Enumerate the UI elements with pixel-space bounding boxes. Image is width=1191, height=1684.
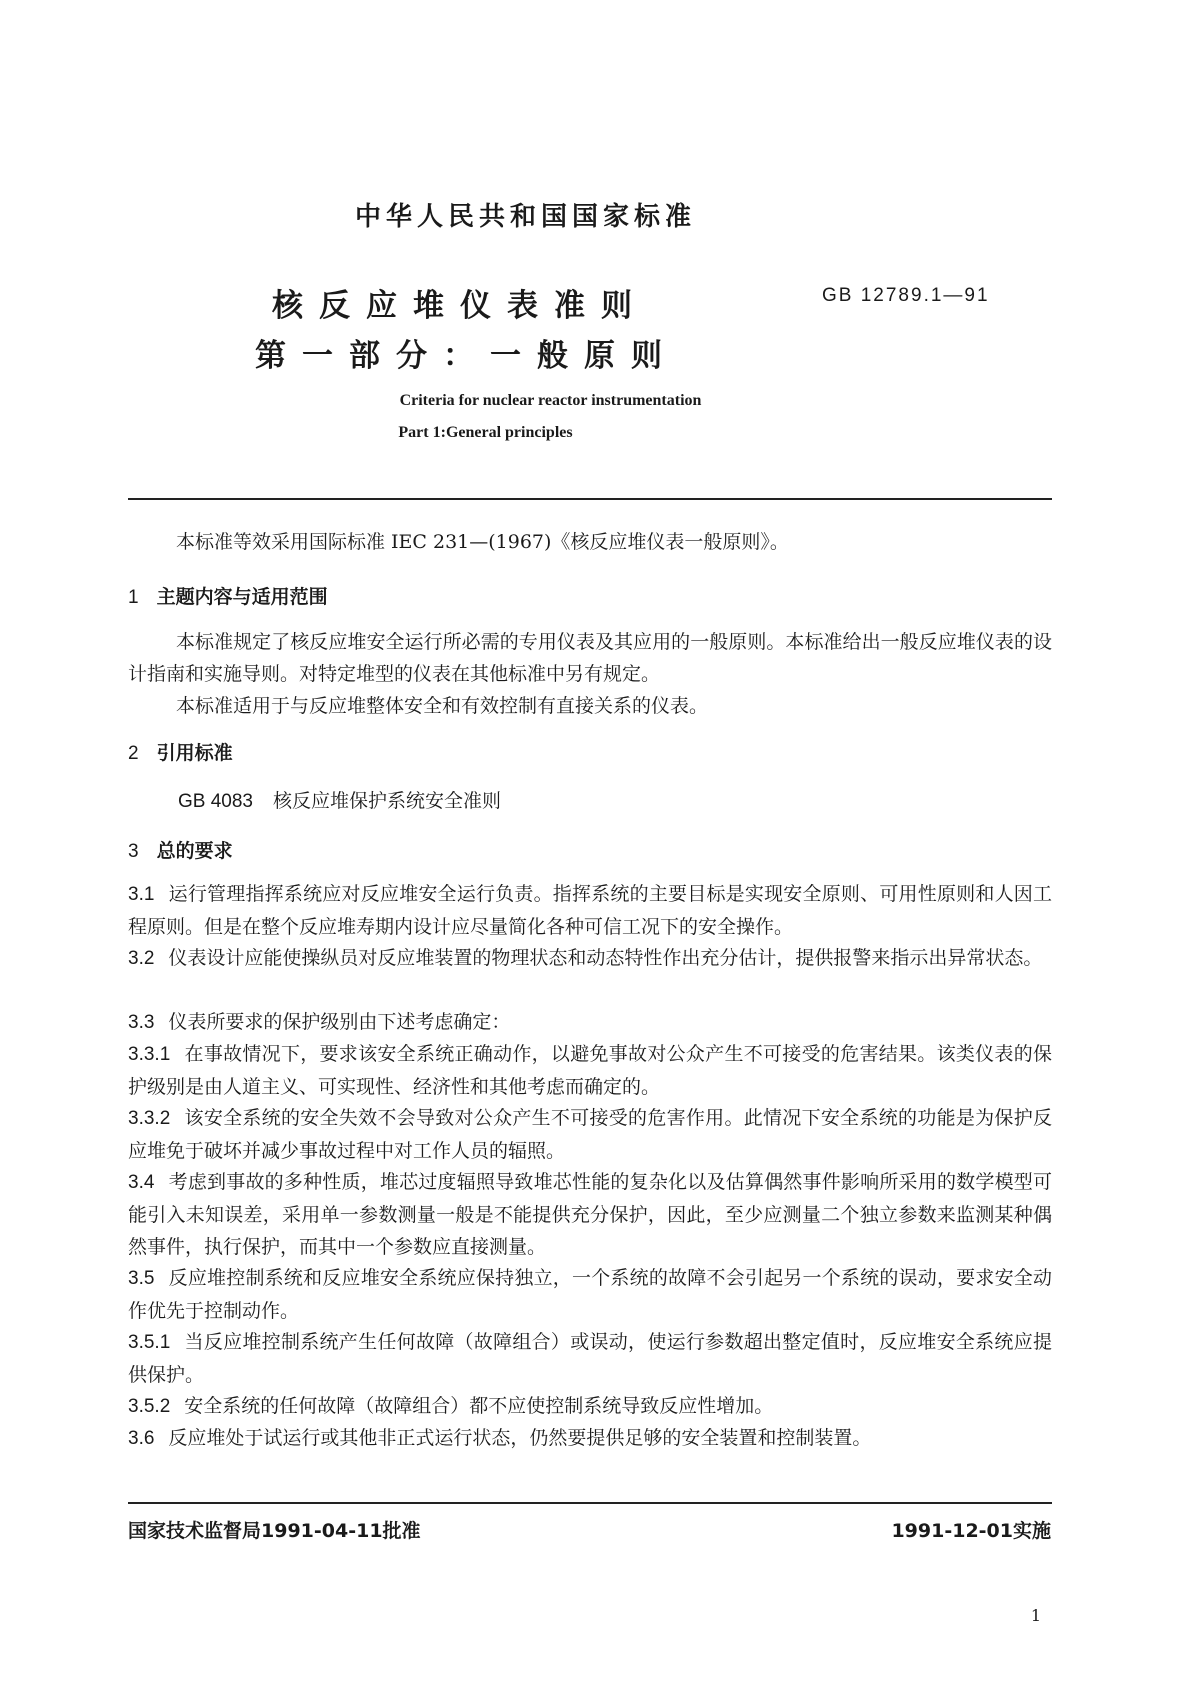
clause-number: 3.5 [128, 1268, 155, 1289]
clause-number: 3.5.2 [128, 1396, 171, 1417]
standard-name: 中华人民共和国国家标准 [354, 202, 696, 232]
section-3-title: 总的要求 [156, 840, 233, 862]
clause-number: 3.4 [128, 1172, 155, 1193]
standard-number: GB 12789.1—91 [822, 285, 990, 306]
clause-text: 在事故情况下，要求该安全系统正确动作，以避免事故对公众产生不可接受的危害结果。该类仪表的保护级别是由人道主义、可实现性、经济性和其他考虑而确定的。 [128, 1043, 1052, 1098]
section-1-paragraph-1: 本标准规定了核反应堆安全运行所必需的专用仪表及其应用的一般原则。本标准给出一般反应堆仪表的设计指南和实施导则。对特定堆型的仪表在其他标准中另有规定。 [128, 631, 1052, 685]
clause-text: 安全系统的任何故障（故障组合）都不应使控制系统导致反应性增加。 [184, 1395, 774, 1417]
clause-3-3-1 [128, 1038, 1052, 1103]
clause-3-5 [128, 1262, 1052, 1327]
page-number: 1 [1030, 1606, 1041, 1625]
clause-number: 3.3.1 [128, 1044, 171, 1065]
referenced-standard-title: 核反应堆保护系统安全准则 [273, 790, 502, 812]
section-1-heading [128, 582, 328, 609]
section-3-number: 3 [128, 841, 139, 862]
english-title-line1: Criteria for nuclear reactor instrumentation [399, 392, 702, 409]
clause-3-6 [128, 1422, 1052, 1455]
section-2-heading [128, 738, 233, 765]
clause-number: 3.3 [128, 1012, 155, 1033]
clause-3-3 [128, 1006, 1052, 1039]
header-divider [128, 498, 1052, 500]
intro-paragraph: 本标准等效采用国际标准 IEC 231—(1967)《核反应堆仪表一般原则》。 [176, 531, 789, 553]
section-1-paragraph-2: 本标准适用于与反应堆整体安全和有效控制有直接关系的仪表。 [176, 695, 709, 717]
clause-3-4 [128, 1166, 1052, 1263]
clause-number: 3.2 [128, 948, 155, 969]
clause-text: 考虑到事故的多种性质，堆芯过度辐照导致堆芯性能的复杂化以及估算偶然事件影响所采用的数学模型可能引入未知误差，采用单一参数测量一般是不能提供充分保护，因此，至少应测量二个独立参数来监测某种偶然事件，执行保护，而其中一个参数应直接测量。 [128, 1171, 1052, 1258]
clause-number: 3.1 [128, 884, 155, 905]
clause-number: 3.6 [128, 1428, 155, 1449]
clause-3-2 [128, 942, 1052, 975]
clause-number: 3.5.1 [128, 1332, 171, 1353]
section-1-title: 主题内容与适用范围 [156, 586, 328, 608]
clause-3-5-1 [128, 1326, 1052, 1391]
clause-3-5-2 [128, 1390, 1052, 1423]
referenced-standard [178, 786, 501, 813]
clause-text: 反应堆控制系统和反应堆安全系统应保持独立，一个系统的故障不会引起另一个系统的误动，要求安全动作优先于控制动作。 [128, 1267, 1052, 1322]
approval-line: 国家技术监督局1991-04-11批准 [128, 1520, 421, 1542]
referenced-standard-code: GB 4083 [178, 791, 253, 812]
document-title-line2: 第一部分：一般原则 [255, 338, 678, 374]
english-title-line2: Part 1:General principles [398, 424, 573, 441]
section-1-number: 1 [128, 587, 139, 608]
clause-text: 仪表设计应能使操纵员对反应堆装置的物理状态和动态特性作出充分估计，提供报警来指示出异常状态。 [168, 947, 1043, 969]
clause-number: 3.3.2 [128, 1108, 171, 1129]
clause-text: 该安全系统的安全失效不会导致对公众产生不可接受的危害作用。此情况下安全系统的功能是为保护反应堆免于破坏并减少事故过程中对工作人员的辐照。 [128, 1107, 1052, 1162]
footer-divider [128, 1502, 1052, 1504]
section-2-title: 引用标准 [156, 742, 233, 764]
clause-text: 仪表所要求的保护级别由下述考虑确定： [168, 1011, 511, 1033]
clause-3-1 [128, 878, 1052, 943]
clause-3-3-2 [128, 1102, 1052, 1167]
implementation-date: 1991-12-01实施 [891, 1520, 1051, 1542]
clause-text: 运行管理指挥系统应对反应堆安全运行负责。指挥系统的主要目标是实现安全原则、可用性原则和人因工程原则。但是在整个反应堆寿期内设计应尽量简化各种可信工况下的安全操作。 [128, 883, 1052, 938]
clause-text: 反应堆处于试运行或其他非正式运行状态，仍然要提供足够的安全装置和控制装置。 [168, 1427, 872, 1449]
clause-text: 当反应堆控制系统产生任何故障（故障组合）或误动，使运行参数超出整定值时，反应堆安全系统应提供保护。 [128, 1331, 1052, 1386]
section-3-heading [128, 836, 233, 863]
section-2-number: 2 [128, 743, 139, 764]
document-title-line1: 核反应堆仪表准则 [272, 288, 648, 324]
